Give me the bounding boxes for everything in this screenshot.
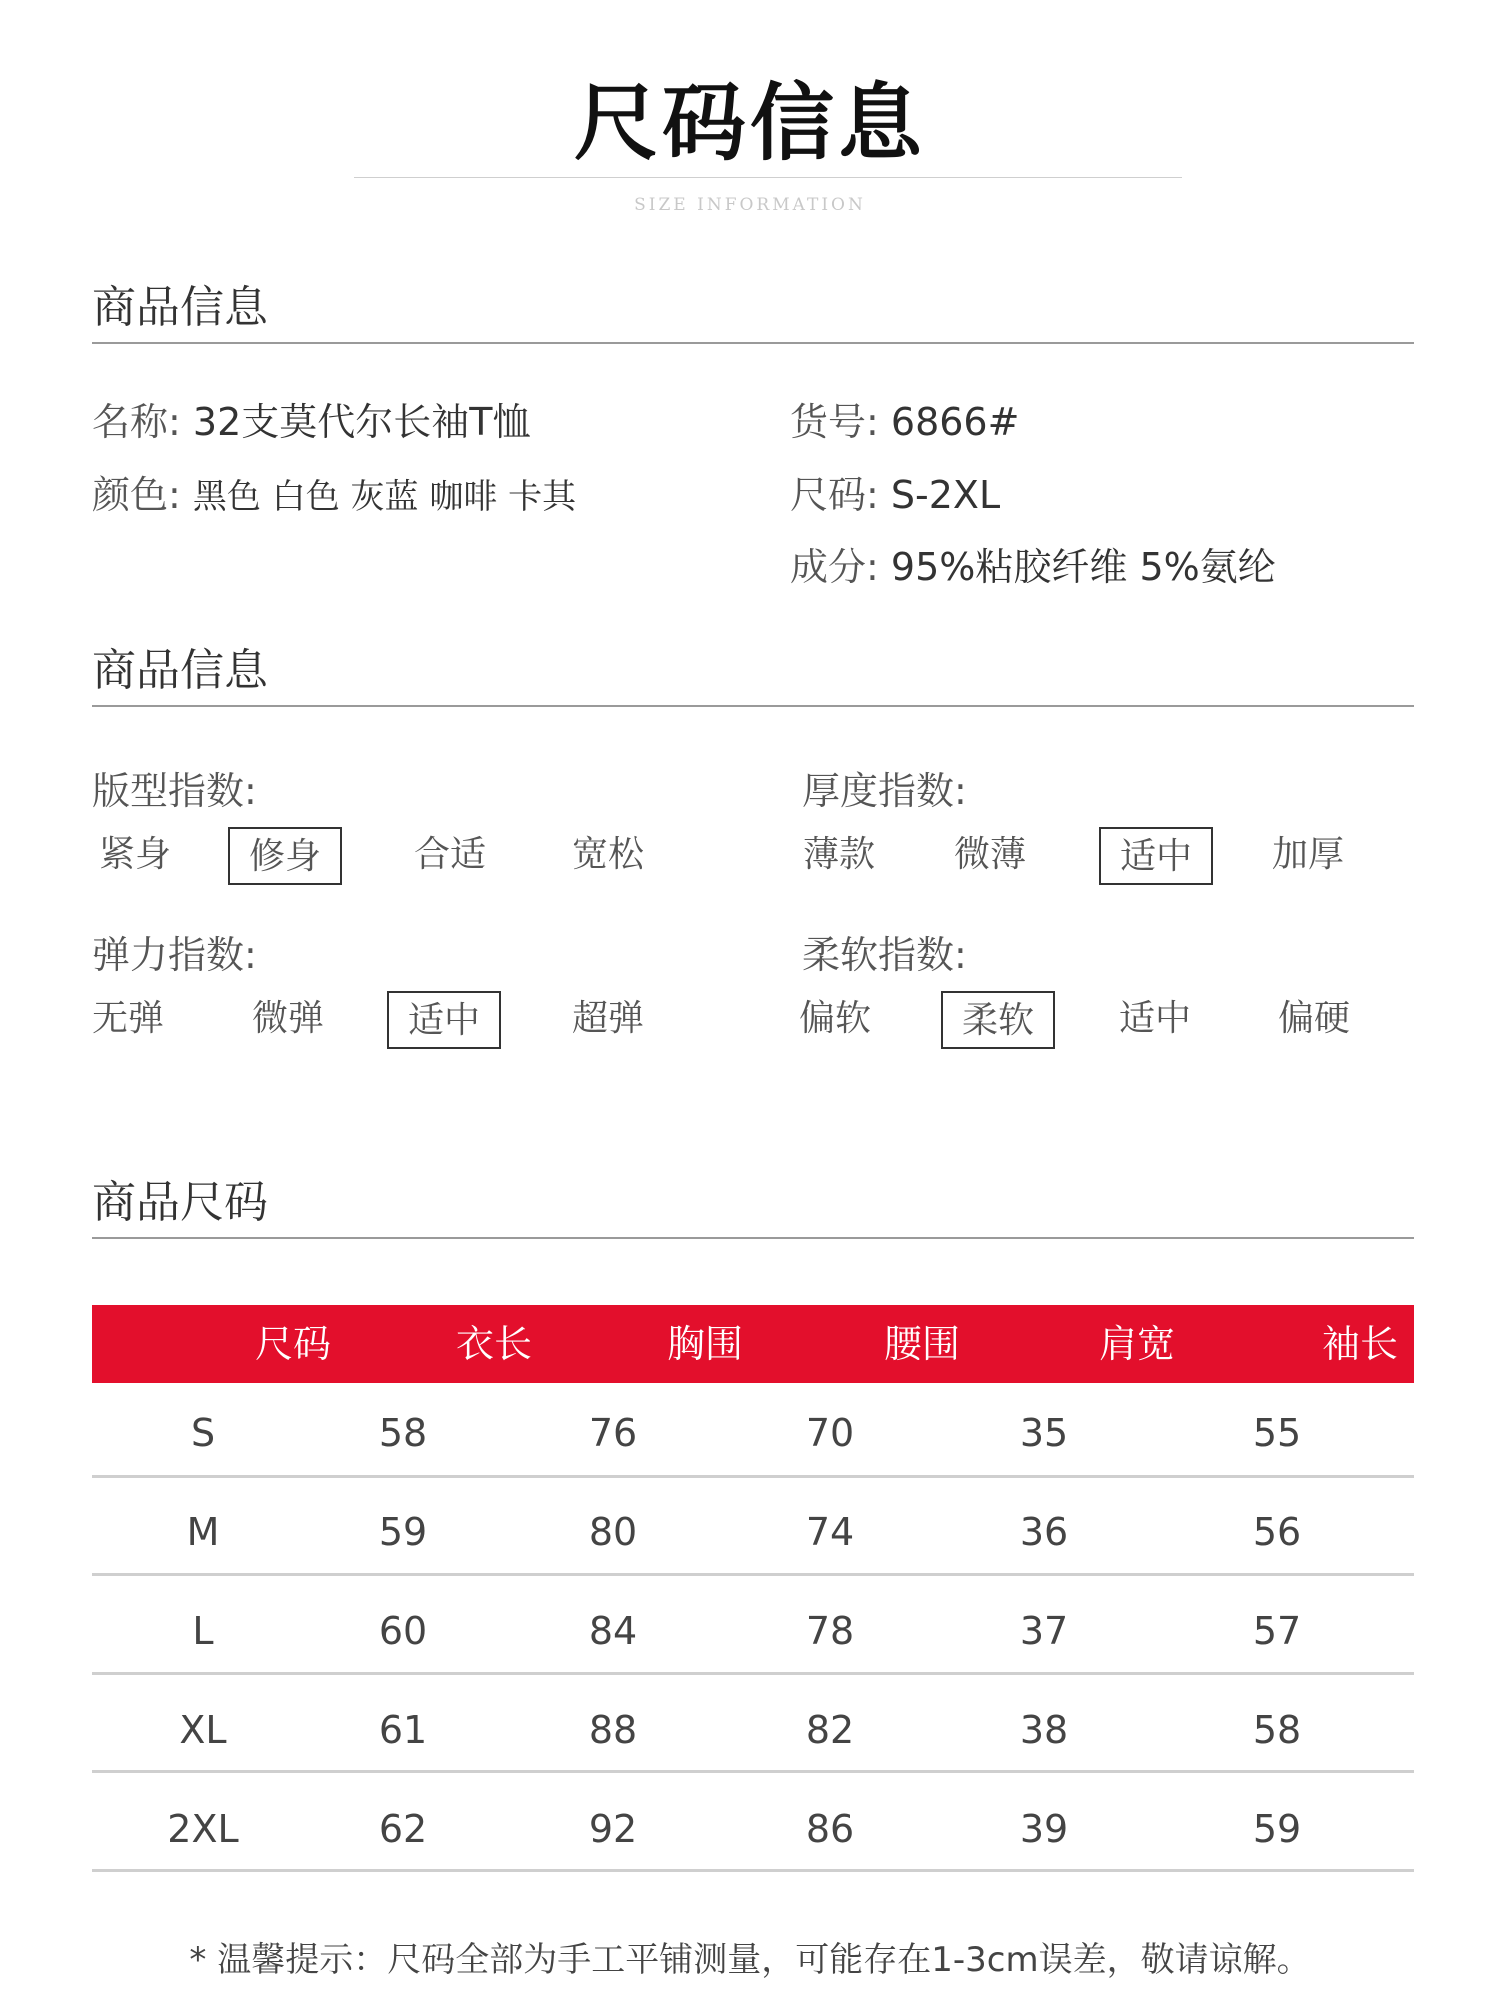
size-table-header	[92, 1305, 1414, 1383]
product-sizes-label: 尺码:	[790, 473, 879, 517]
product-sku-label: 货号:	[790, 400, 879, 444]
thickness-option: 薄款	[802, 834, 875, 875]
elasticity-index-title: 弹力指数:	[92, 933, 257, 977]
table-cell: 88	[588, 1708, 638, 1752]
column-header-sleeve: 袖长	[1321, 1322, 1398, 1366]
column-header-shoulder: 肩宽	[1098, 1322, 1175, 1366]
product-name	[92, 395, 530, 449]
fit-option: 宽松	[571, 834, 644, 875]
thickness-option: 微薄	[953, 834, 1026, 875]
section-divider	[92, 705, 1414, 707]
product-sizes-value: S-2XL	[890, 473, 1001, 517]
table-row-divider	[92, 1672, 1414, 1675]
table-cell: 80	[588, 1510, 638, 1554]
table-cell: 62	[378, 1807, 428, 1851]
table-cell: 61	[378, 1708, 428, 1752]
section-title-indices: 商品信息	[92, 645, 268, 696]
elasticity-option: 微弹	[251, 998, 324, 1039]
table-cell: 60	[378, 1609, 428, 1653]
table-cell: 37	[1019, 1609, 1069, 1653]
table-cell: 56	[1252, 1510, 1302, 1554]
product-colors	[92, 468, 576, 524]
table-row-divider	[92, 1869, 1414, 1872]
elasticity-option: 无弹	[91, 998, 164, 1039]
product-colors-label: 颜色:	[92, 473, 181, 517]
thickness-option-selected: 适中	[1099, 827, 1213, 885]
column-header-length: 衣长	[455, 1322, 532, 1366]
product-name-label: 名称:	[92, 400, 181, 444]
fit-option: 合适	[413, 834, 486, 875]
table-cell: 39	[1019, 1807, 1069, 1851]
title-divider	[354, 177, 1182, 178]
table-row-divider	[92, 1475, 1414, 1478]
column-header-waist: 腰围	[883, 1322, 960, 1366]
table-cell: 58	[378, 1411, 428, 1455]
fit-option: 紧身	[98, 834, 171, 875]
table-cell: 55	[1252, 1411, 1302, 1455]
table-cell: 76	[588, 1411, 638, 1455]
table-row-divider	[92, 1770, 1414, 1773]
thickness-index-title: 厚度指数:	[802, 769, 967, 813]
column-header-size: 尺码	[254, 1322, 331, 1366]
product-sku	[790, 395, 1019, 449]
section-title-size-table: 商品尺码	[92, 1177, 268, 1228]
table-cell: 70	[805, 1411, 855, 1455]
section-title-product-info: 商品信息	[92, 282, 268, 333]
softness-option: 偏硬	[1277, 998, 1350, 1039]
product-name-value: 32支莫代尔长袖T恤	[192, 400, 531, 444]
table-cell: 59	[378, 1510, 428, 1554]
size-measurement-note: * 温馨提示：尺码全部为手工平铺测量，可能存在1-3cm误差，敬请谅解。	[189, 1940, 1311, 1980]
table-cell: 57	[1252, 1609, 1302, 1653]
table-cell: 58	[1252, 1708, 1302, 1752]
table-cell: L	[192, 1609, 214, 1653]
table-cell: 92	[588, 1807, 638, 1851]
table-cell: 38	[1019, 1708, 1069, 1752]
elasticity-option: 超弹	[571, 998, 644, 1039]
product-material-value: 95%粘胶纤维 5%氨纶	[890, 545, 1276, 589]
table-cell: 2XL	[167, 1807, 239, 1851]
thickness-option: 加厚	[1271, 834, 1344, 875]
softness-option: 适中	[1118, 998, 1191, 1039]
table-cell: 74	[805, 1510, 855, 1554]
softness-option-selected: 柔软	[941, 991, 1055, 1049]
softness-index-title: 柔软指数:	[802, 933, 967, 977]
fit-option-selected: 修身	[228, 827, 342, 885]
table-cell: 35	[1019, 1411, 1069, 1455]
page-title: 尺码信息	[573, 74, 926, 172]
elasticity-option-selected: 适中	[387, 991, 501, 1049]
table-cell: XL	[179, 1708, 227, 1752]
table-cell: S	[190, 1411, 216, 1455]
table-cell: 86	[805, 1807, 855, 1851]
table-cell: 36	[1019, 1510, 1069, 1554]
table-cell: 82	[805, 1708, 855, 1752]
column-header-chest: 胸围	[666, 1322, 743, 1366]
section-divider	[92, 342, 1414, 344]
product-colors-value: 黑色 白色 灰蓝 咖啡 卡其	[192, 477, 577, 517]
softness-option: 偏软	[798, 998, 871, 1039]
table-cell: 78	[805, 1609, 855, 1653]
fit-index-title: 版型指数:	[92, 769, 257, 813]
product-material	[790, 540, 1276, 594]
table-cell: M	[186, 1510, 220, 1554]
section-divider	[92, 1237, 1414, 1239]
table-cell: 84	[588, 1609, 638, 1653]
table-cell: 59	[1252, 1807, 1302, 1851]
product-sizes	[790, 468, 1000, 522]
product-material-label: 成分:	[790, 545, 879, 589]
table-row-divider	[92, 1573, 1414, 1576]
page-subtitle: SIZE INFORMATION	[634, 195, 866, 215]
product-sku-value: 6866#	[890, 400, 1020, 444]
